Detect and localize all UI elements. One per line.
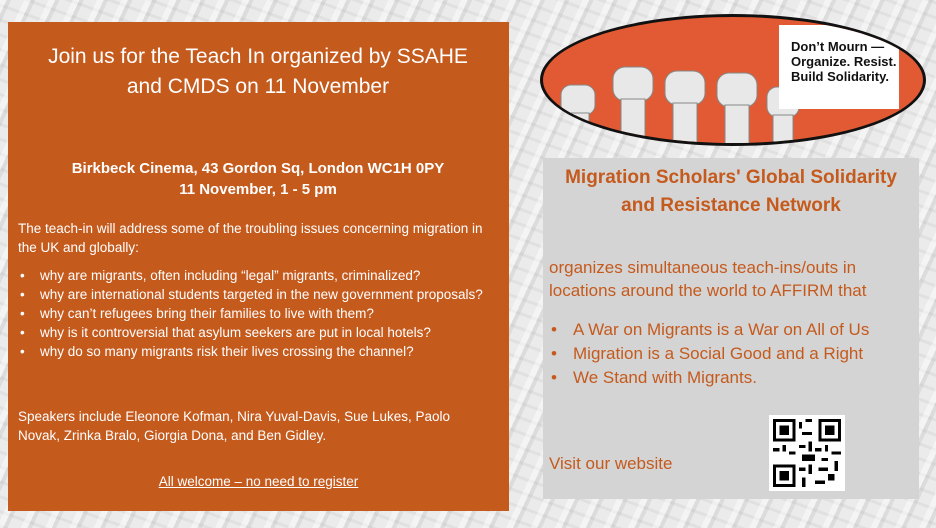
question-item: • why are international students targeted in the new government proposals? [18, 285, 498, 304]
questions-list [18, 266, 498, 361]
event-info-panel [8, 22, 509, 511]
event-title [28, 42, 488, 102]
visit-website-link[interactable]: Visit our website [549, 454, 673, 473]
slogan-line-1: Don’t Mourn — [791, 39, 885, 54]
organizes-text: organizes simultaneous teach-ins/outs in locations around the world to AFFIRM that [549, 258, 867, 300]
affirmation-item: • We Stand with Migrants. [549, 366, 869, 390]
solidarity-banner [540, 14, 926, 146]
question-item: • why can’t refugees bring their families to live with them? [18, 304, 498, 323]
network-panel [543, 158, 919, 499]
slogan-box [779, 25, 899, 109]
event-title-line-1: Join us for the Teach In organized by SSAHE [48, 45, 468, 68]
slogan-line-3: Build Solidarity. [791, 69, 889, 84]
raised-fists-image [553, 57, 803, 146]
venue-block [28, 158, 488, 200]
speakers-text: Speakers include Eleonore Kofman, Nira Yuval-Davis, Sue Lukes, Paolo Novak, Zrinka Bralo, Giorgia Dona, and Ben Gidley. [18, 409, 450, 443]
qr-code-icon [773, 419, 841, 487]
event-title-line-2: and CMDS on 11 November [126, 75, 390, 98]
affirmation-item: • A War on Migrants is a War on All of Us [549, 318, 869, 342]
slogan-line-2: Organize. Resist. [791, 54, 897, 69]
qr-code[interactable] [769, 415, 845, 491]
question-item: • why is it controversial that asylum seekers are put in local hotels? [18, 323, 498, 342]
affirmation-item: • Migration is a Social Good and a Right [549, 342, 869, 366]
network-title: Migration Scholars' Global Solidarity and Resistance Network [565, 167, 897, 216]
intro-text: The teach-in will address some of the troubling issues concerning migration in the UK and globally: [18, 221, 483, 255]
event-date-time: 11 November, 1 - 5 pm [179, 181, 337, 198]
venue-address: Birkbeck Cinema, 43 Gordon Sq, London WC1H 0PY [71, 160, 445, 177]
welcome-link[interactable]: All welcome – no need to register [158, 474, 359, 489]
affirmations-list [549, 318, 869, 390]
question-item: • why do so many migrants risk their lives crossing the channel? [18, 342, 498, 361]
question-item: • why are migrants, often including “legal” migrants, criminalized? [18, 266, 498, 285]
